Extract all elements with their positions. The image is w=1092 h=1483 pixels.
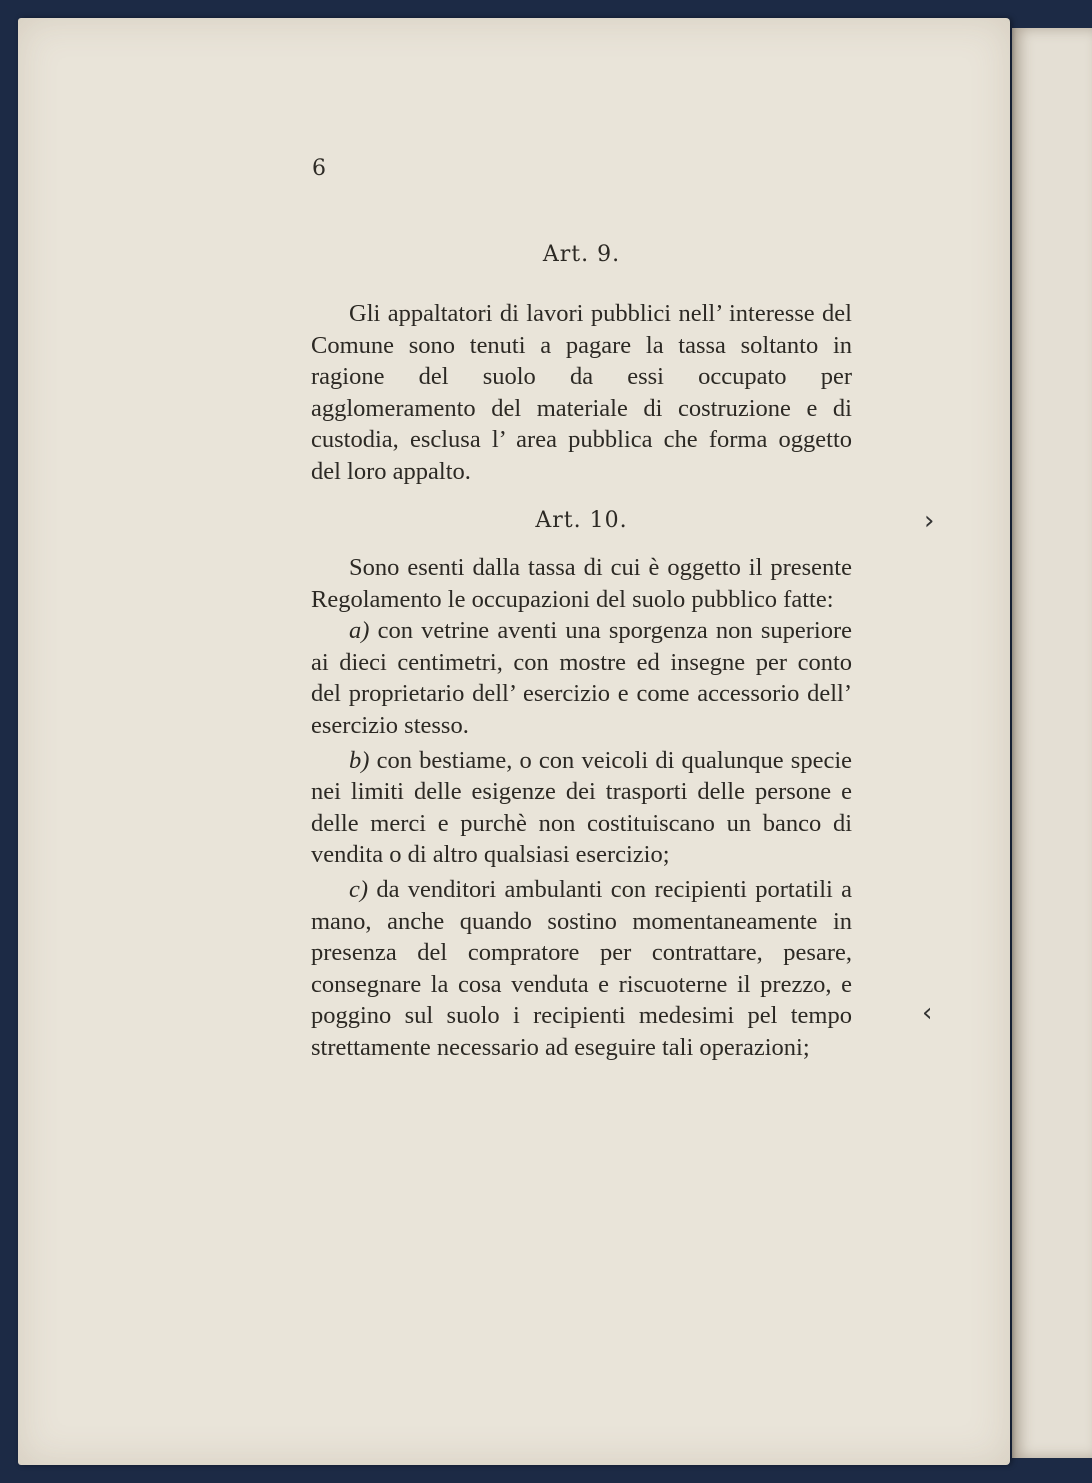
list-item-c bbox=[311, 874, 852, 1064]
article-10-body bbox=[311, 552, 852, 1067]
binding-hole-mark-icon: ‹ bbox=[922, 998, 933, 1028]
article-9-heading: Art. 9. bbox=[542, 242, 621, 267]
list-item-text: con bestiame, o con veicoli di qualunque specie nei limiti delle esigenze dei trasporti delle persone e delle merci e purchè non costituiscano un banco di vendita o di altro qualsiasi esercizio; bbox=[311, 746, 852, 869]
article-10-intro: Sono esenti dalla tassa di cui è oggetto il presente Regolamento le occupazioni del suolo pubblico fatte: bbox=[311, 554, 852, 613]
list-item-letter: c) bbox=[349, 875, 369, 903]
list-item-b bbox=[311, 745, 852, 871]
binding-hole-mark-icon: › bbox=[924, 506, 935, 536]
article-9-paragraph: Gli appaltatori di lavori pubblici nell’ interesse del Comune sono tenuti a pagare la tassa soltanto in ragione del suolo da essi occupato per agglomeramento del materiale di costruzione e di custodia, esclusa l’ area pubblica che forma oggetto del loro appalto. bbox=[311, 300, 852, 485]
article-9-body bbox=[311, 298, 852, 488]
list-item-letter: b) bbox=[349, 746, 370, 774]
list-item-letter: a) bbox=[349, 617, 370, 645]
list-item-text: con vetrine aventi una sporgenza non superiore ai dieci centimetri, con mostre ed insegne per conto del proprietario dell’ esercizio e come accessorio dell’ esercizio stesso. bbox=[311, 617, 852, 739]
article-10-heading: Art. 10. bbox=[535, 508, 628, 533]
list-item-a bbox=[311, 615, 852, 741]
list-item-text: da venditori ambulanti con recipienti portatili a mano, anche quando sostino momentaneamente in presenza del compratore per contrattare, pesare, consegnare la cosa venduta e riscuoterne il prezzo, e poggino sul suolo i recipienti medesimi pel tempo strettamente necessario ad eseguire tali operazioni; bbox=[311, 875, 852, 1061]
adjacent-page-edge bbox=[1012, 28, 1092, 1458]
page-number: 6 bbox=[312, 156, 326, 181]
